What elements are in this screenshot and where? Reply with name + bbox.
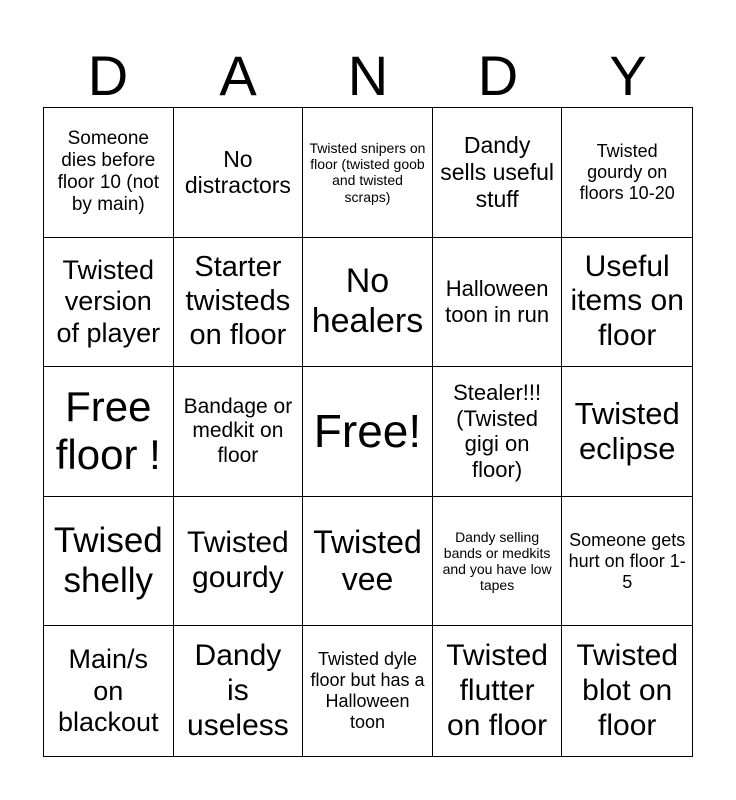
bingo-cell-text: Starter twisteds on floor bbox=[185, 251, 291, 351]
bingo-cell-r5-c4[interactable] bbox=[433, 626, 563, 756]
bingo-cell-r3-c3[interactable] bbox=[303, 367, 433, 497]
bingo-cell-r5-c5[interactable] bbox=[562, 626, 692, 756]
bingo-cell-text: Twisted vee bbox=[313, 523, 422, 598]
bingo-cell-r2-c5[interactable] bbox=[562, 238, 692, 368]
bingo-cell-r2-c4[interactable] bbox=[433, 238, 563, 368]
bingo-cell-text: Twisted gourdy on floors 10-20 bbox=[579, 140, 675, 203]
bingo-cell-r4-c4[interactable] bbox=[433, 497, 563, 627]
bingo-cell-text: No distractors bbox=[184, 145, 291, 199]
bingo-cell-r5-c1[interactable] bbox=[44, 626, 174, 756]
header-letter-a: A bbox=[219, 44, 257, 107]
bingo-cell-r1-c1[interactable] bbox=[44, 108, 174, 238]
bingo-cell-r2-c1[interactable] bbox=[44, 238, 174, 368]
bingo-cell-r1-c3[interactable] bbox=[303, 108, 433, 238]
bingo-cell-r5-c2[interactable] bbox=[174, 626, 304, 756]
bingo-board bbox=[43, 107, 693, 757]
bingo-cell-text: Halloween toon in run bbox=[445, 276, 550, 327]
bingo-cell-text: Twisted dyle floor but has a Halloween toon bbox=[310, 649, 425, 733]
bingo-cell-text: Twisted eclipse bbox=[574, 395, 680, 467]
header-letter-y: Y bbox=[609, 44, 647, 107]
bingo-cell-text: Dandy selling bands or medkits and you have low tapes bbox=[442, 528, 552, 594]
bingo-cell-r4-c1[interactable] bbox=[44, 497, 174, 627]
bingo-cell-text: Dandy sells useful stuff bbox=[440, 132, 554, 212]
bingo-cell-text: Free floor ! bbox=[55, 382, 161, 479]
bingo-cell-r5-c3[interactable] bbox=[303, 626, 433, 756]
bingo-cell-r4-c3[interactable] bbox=[303, 497, 433, 627]
bingo-cell-text: Twisted flutter on floor bbox=[446, 639, 548, 742]
bingo-cell-r2-c2[interactable] bbox=[174, 238, 304, 368]
bingo-cell-text: Free! bbox=[313, 404, 422, 457]
bingo-cell-r3-c2[interactable] bbox=[174, 367, 304, 497]
bingo-cell-text: Someone dies before floor 10 (not by main) bbox=[57, 128, 159, 216]
bingo-cell-r3-c5[interactable] bbox=[562, 367, 692, 497]
bingo-cell-r3-c1[interactable] bbox=[44, 367, 174, 497]
bingo-cell-r3-c4[interactable] bbox=[433, 367, 563, 497]
header-letter-d2: D bbox=[477, 44, 519, 107]
bingo-cell-text: Twisted version of player bbox=[56, 254, 161, 348]
bingo-cell-r1-c2[interactable] bbox=[174, 108, 304, 238]
bingo-cell-r1-c5[interactable] bbox=[562, 108, 692, 238]
bingo-cell-text: No healers bbox=[311, 262, 424, 340]
bingo-cell-r4-c2[interactable] bbox=[174, 497, 304, 627]
bingo-header bbox=[43, 44, 693, 108]
bingo-cell-text: Stealer!!! (Twisted gigi on floor) bbox=[453, 380, 542, 482]
bingo-cell-text: Twisted snipers on floor (twisted goob and twisted scraps) bbox=[309, 139, 426, 205]
bingo-cell-r4-c5[interactable] bbox=[562, 497, 692, 627]
bingo-cell-r1-c4[interactable] bbox=[433, 108, 563, 238]
bingo-cell-text: Someone gets hurt on floor 1-5 bbox=[568, 529, 686, 592]
header-letter-n: N bbox=[347, 44, 389, 107]
bingo-cell-text: Useful items on floor bbox=[570, 249, 684, 353]
header-letter-d: D bbox=[87, 44, 129, 107]
bingo-cell-text: Bandage or medkit on floor bbox=[183, 394, 293, 467]
bingo-cell-text: Dandy is useless bbox=[187, 639, 289, 742]
bingo-cell-r2-c3[interactable] bbox=[303, 238, 433, 368]
bingo-cell-text: Twisted gourdy bbox=[187, 526, 289, 595]
bingo-cell-text: Twised shelly bbox=[53, 520, 163, 601]
bingo-cell-text: Twisted blot on floor bbox=[576, 639, 679, 742]
bingo-cell-text: Main/s on blackout bbox=[58, 644, 159, 737]
